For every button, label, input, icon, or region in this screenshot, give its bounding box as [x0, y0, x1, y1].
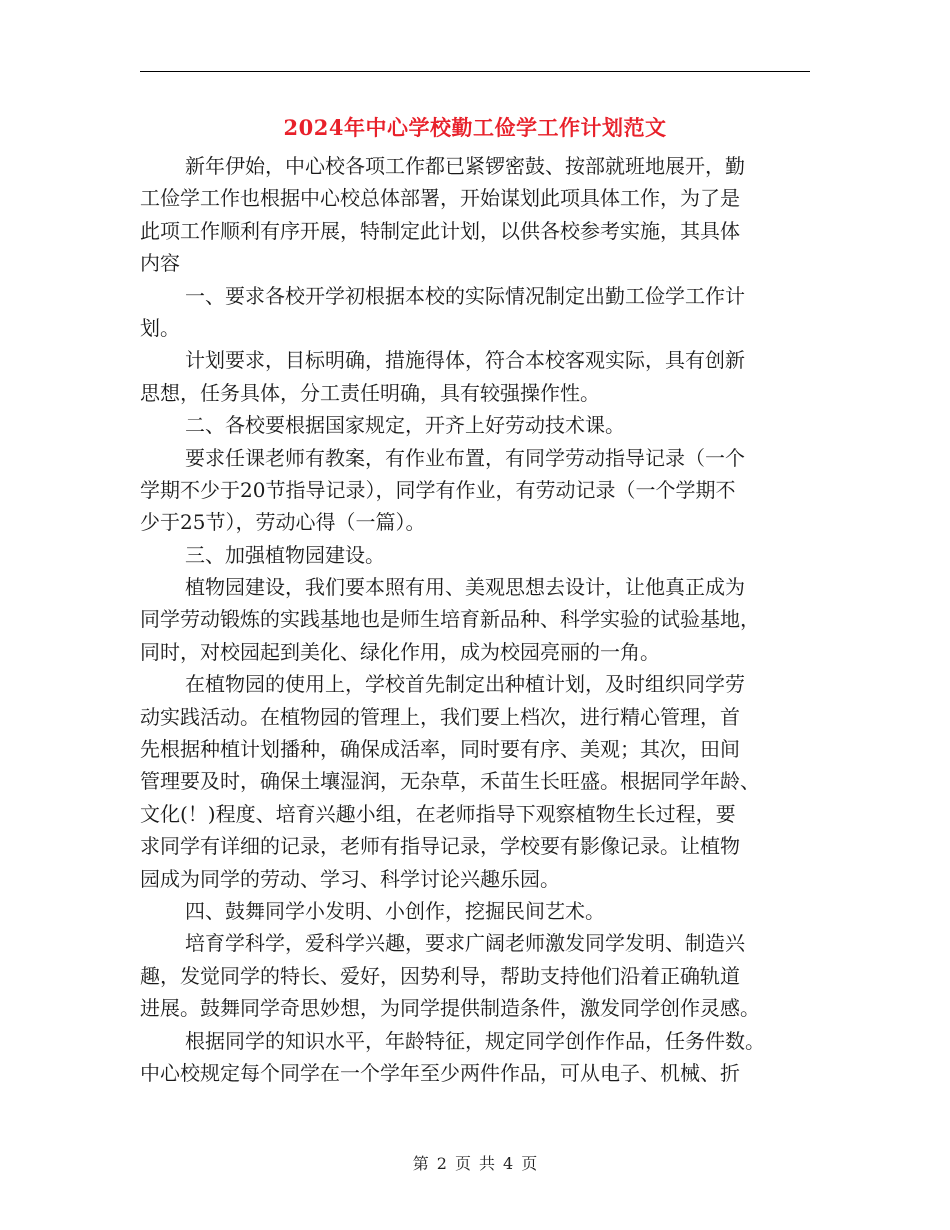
- text-line: 此项工作顺利有序开展，特制定此计划，以供各校参考实施，其具体: [140, 218, 740, 243]
- text-line: 新年伊始，中心校各项工作都已紧锣密鼓、按部就班地展开，勤: [185, 154, 745, 178]
- text-line: 园成为同学的劳动、学习、科学讨论兴趣乐园。: [140, 866, 560, 891]
- footer-suffix: 页: [521, 1154, 538, 1173]
- document-title: 2024年中心学校勤工俭学工作计划范文: [283, 115, 667, 140]
- text-line: 根据同学的知识水平，年龄特征，规定同学创作作品，任务件数。: [185, 1028, 765, 1053]
- header-rule: [140, 71, 810, 72]
- text-line: 中心校规定每个同学在一个学年至少两件作品，可从电子、机械、折: [140, 1060, 740, 1085]
- text-line: 进展。鼓舞同学奇思妙想，为同学提供制造条件，激发同学创作灵感。: [140, 996, 760, 1021]
- footer-page-number: 2: [436, 1154, 447, 1173]
- text-line: 少于25节），劳动心得（一篇）。: [140, 510, 426, 535]
- text-line: 文化(！)程度、培育兴趣小组，在老师指导下观察植物生长过程，要: [140, 801, 736, 826]
- text-line: 动实践活动。在植物园的管理上，我们要上档次，进行精心管理，首: [140, 704, 740, 729]
- text-line: 计划要求，目标明确，措施得体，符合本校客观实际，具有创新: [185, 348, 745, 373]
- footer-prefix: 第: [412, 1154, 429, 1173]
- text-line: 一、要求各校开学初根据本校的实际情况制定出勤工俭学工作计: [185, 283, 745, 308]
- document-body: [140, 150, 816, 1089]
- text-line: 二、各校要根据国家规定，开齐上好劳动技术课。: [185, 413, 625, 438]
- text-line: 要求任课老师有教案，有作业布置，有同学劳动指导记录（一个: [185, 445, 745, 470]
- footer-total-label: 共: [479, 1154, 496, 1173]
- text-line: 求同学有详细的记录，老师有指导记录，学校要有影像记录。让植物: [140, 834, 740, 859]
- text-line: 在植物园的使用上，学校首先制定出种植计划，及时组织同学劳: [185, 672, 745, 697]
- text-line: 同学劳动锻炼的实践基地也是师生培育新品种、科学实验的试验基地，: [140, 607, 760, 632]
- text-line: 先根据种植计划播种，确保成活率，同时要有序、美观；其次，田间: [140, 737, 740, 762]
- text-line: 三、加强植物园建设。: [185, 542, 385, 567]
- text-line: 划。: [140, 315, 180, 340]
- footer-total-pages: 4: [503, 1154, 514, 1173]
- text-line: 趣，发觉同学的特长、爱好，因势利导，帮助支持他们沿着正确轨道: [140, 963, 740, 988]
- text-line: 同时，对校园起到美化、绿化作用，成为校园亮丽的一角。: [140, 639, 660, 664]
- text-line: 工俭学工作也根据中心校总体部署，开始谋划此项具体工作，为了是: [140, 186, 740, 211]
- text-line: 四、鼓舞同学小发明、小创作，挖掘民间艺术。: [185, 898, 605, 923]
- text-line: 学期不少于20节指导记录），同学有作业，有劳动记录（一个学期不: [140, 477, 736, 502]
- text-line: 培育学科学，爱科学兴趣，要求广阔老师激发同学发明、制造兴: [185, 931, 745, 956]
- text-line: 内容: [140, 251, 180, 276]
- text-line: 思想，任务具体，分工责任明确，具有较强操作性。: [140, 380, 600, 405]
- text-line: 管理要及时，确保土壤湿润，无杂草，禾苗生长旺盛。根据同学年龄、: [140, 769, 760, 794]
- page-footer: [0, 1153, 950, 1175]
- text-line: 植物园建设，我们要本照有用、美观思想去设计，让他真正成为: [185, 575, 745, 600]
- footer-page-label: 页: [454, 1154, 471, 1173]
